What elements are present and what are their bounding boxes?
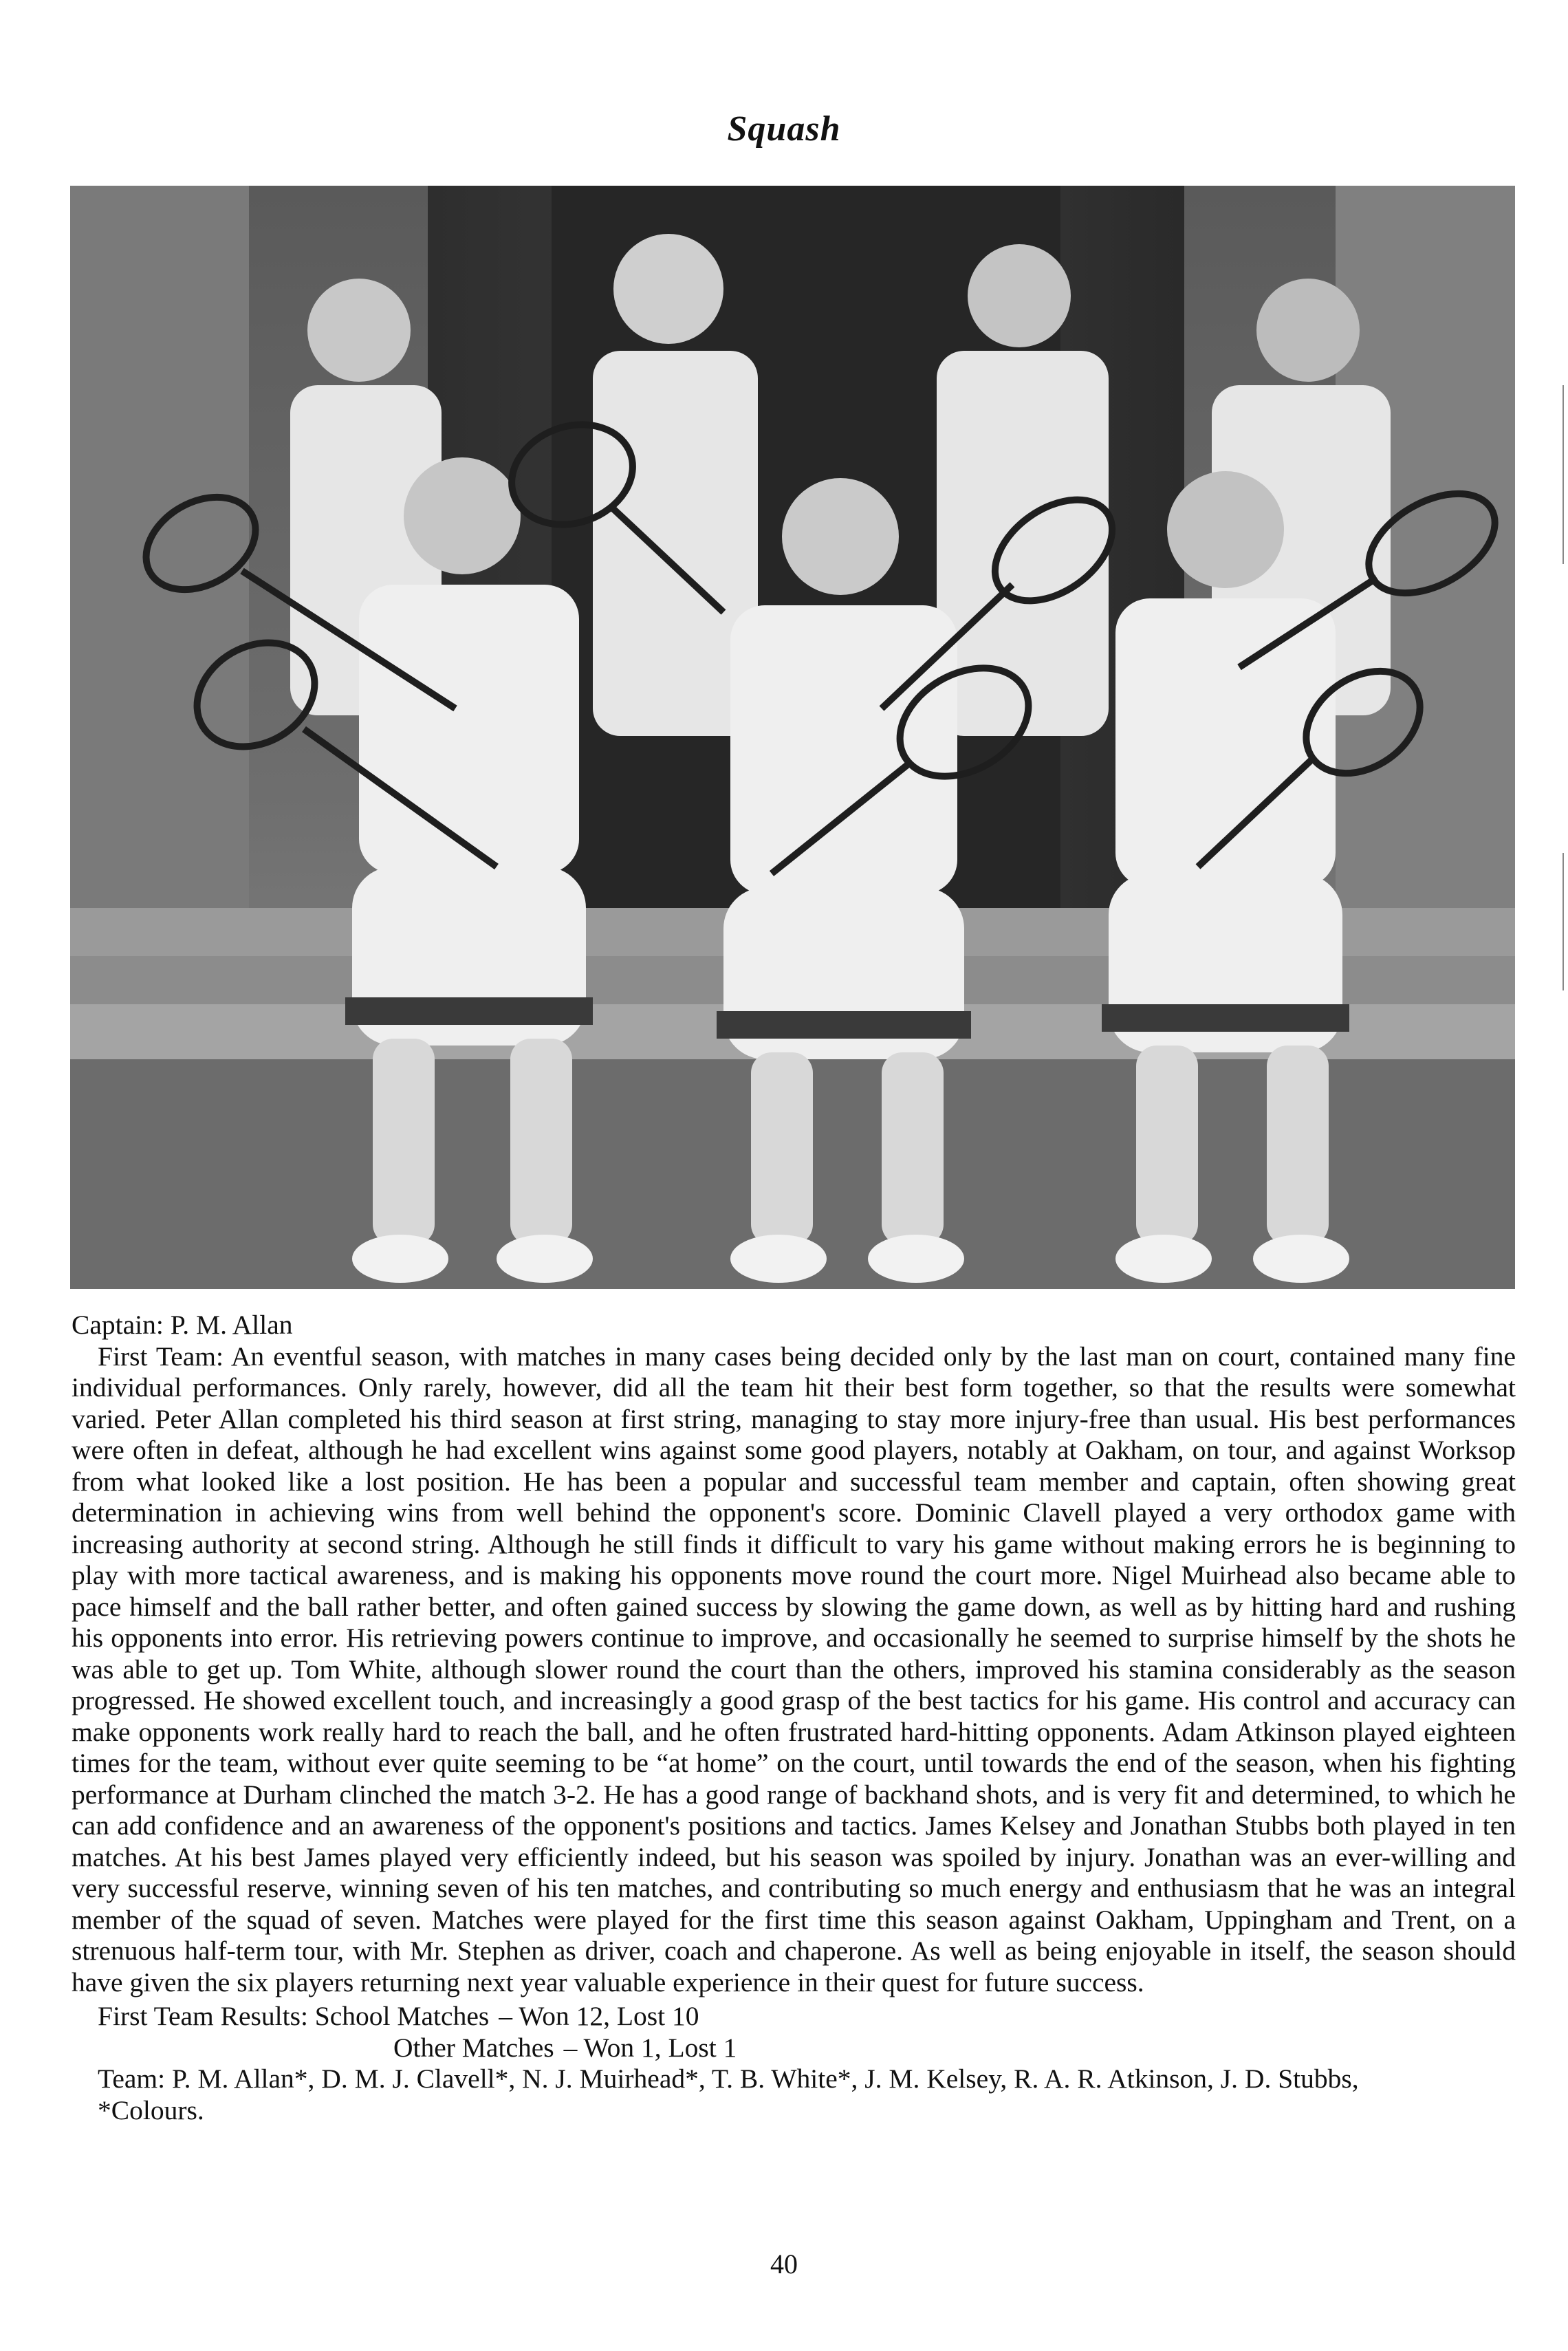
article-body — [72, 1310, 1516, 2126]
colours-note: *Colours. — [98, 2094, 204, 2125]
captain-line: Captain: P. M. Allan — [72, 1310, 293, 1340]
team-photograph-image — [70, 186, 1515, 1289]
margin-mark — [1562, 385, 1564, 564]
other-results-label: Other Matches — [393, 2032, 554, 2063]
team-list: Team: P. M. Allan*, D. M. J. Clavell*, N. J. Muirhead*, T. B. White*, J. M. Kelsey, R. A. R. Atkinson, J. D. Stubbs, — [98, 2063, 1359, 2094]
other-results: – Won 1, Lost 1 — [563, 2032, 737, 2063]
results-block — [72, 2001, 1516, 2063]
school-results-row — [72, 2001, 1516, 2033]
team-photograph — [70, 186, 1515, 1289]
margin-mark — [1562, 853, 1564, 990]
other-results-row — [72, 2033, 1516, 2064]
page-number: 40 — [770, 2249, 798, 2279]
results-label: First Team Results: School Matches — [98, 2001, 490, 2031]
first-team-report: First Team: An eventful season, with matches in many cases being decided only by the last man on court, contained many fine individual performances. Only rarely, however, did all the team hit their best form together, so that the results were somewhat varied. Peter Allan completed his third season at first string, managing to stay more injury-free than usual. His best performances were often in defeat, although he had excellent wins against some good players, notably at Oakham, on tour, and against Worksop from what looked like a lost position. He has been a popular and successful team member and captain, often showing great determination in achieving wins from well behind the opponent's score. Dominic Clavell played a very orthodox game with increasing authority at second string. Although he still finds it difficult to vary his game without making errors he is beginning to play with more tactical awareness, and is making his opponents move round the court more. Nigel Muirhead also became able to pace himself and the ball rather better, and often gained success by slowing the game down, as well as by hitting hard and rushing his opponents into error. His retrieving powers continue to improve, and occasionally he seemed to surprise himself by the shots he was able to get up. Tom White, although slower round the court than the others, improved his stamina considerably as the season progressed. He showed excellent touch, and increasingly a good grasp of the best tactics for his game. His control and accuracy can make opponents work really hard to reach the ball, and he often frustrated hard-hitting opponents. Adam Atkinson played eighteen times for the team, without ever quite seeming to be “at home” on the court, until towards the end of the season, when his fighting performance at Durham clinched the match 3-2. He has a good range of backhand shots, and is very fit and determined, to which he can add confidence and an awareness of the opponent's positions and tactics. James Kelsey and Jonathan Stubbs both played in ten matches. At his best James played very efficiently indeed, but his season was spoiled by injury. Jonathan was an ever-willing and very successful reserve, winning seven of his ten matches, and contributing so much energy and enthusiasm that he was an integral member of the squad of seven. Matches were played for the first time this season against Oakham, Uppingham and Trent, on a strenuous half-term tour, with Mr. Stephen as driver, coach and chaperone. As well as being enjoyable in itself, the season should have given the six players returning next year valuable experience in their quest for future success. — [72, 1341, 1516, 1997]
page-title: Squash — [727, 109, 841, 149]
school-results: – Won 12, Lost 10 — [499, 2001, 699, 2031]
